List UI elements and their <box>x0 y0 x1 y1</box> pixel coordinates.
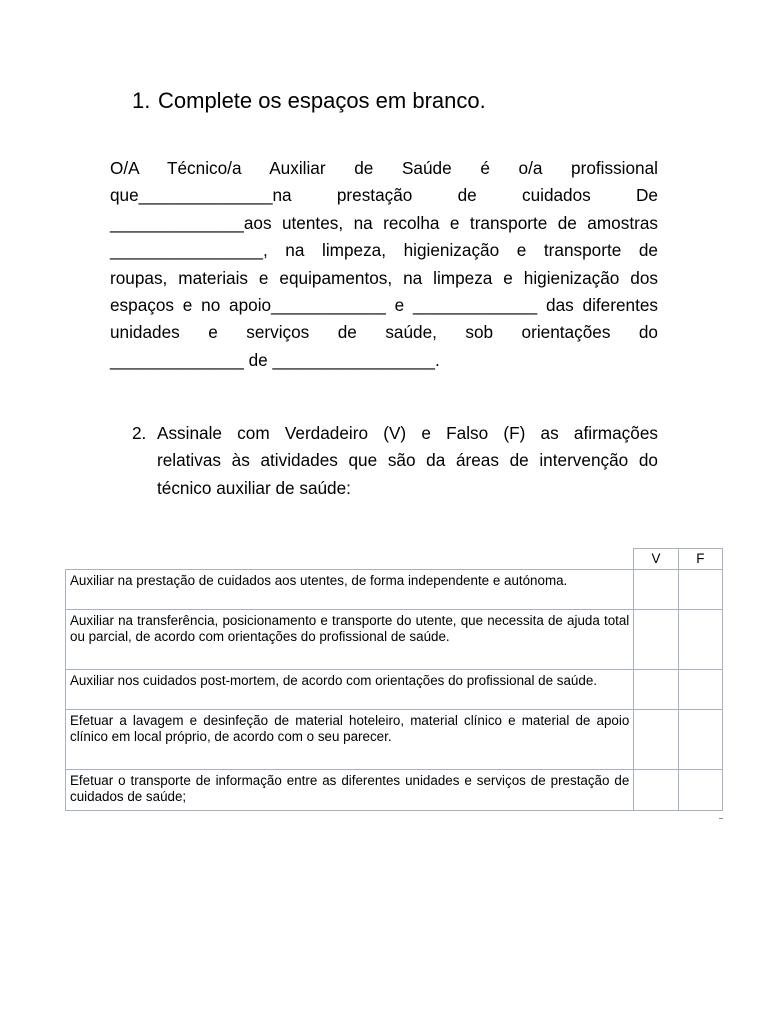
question-2-line: Assinale com Verdadeiro (V) e Falso (F) as afirmações <box>157 423 658 443</box>
paragraph-line: ______________aos utentes, na recolha e transporte de amostras <box>110 212 658 233</box>
table-header-spacer <box>66 549 634 570</box>
statement-cell: Auxiliar nos cuidados post-mortem, de acordo com orientações do profissional de saúde. <box>66 670 634 710</box>
question-2-line: relativas às atividades que são da áreas de intervenção do <box>157 450 658 471</box>
table-row <box>66 570 723 610</box>
statement-cell: Efetuar a lavagem e desinfeção de material hoteleiro, material clínico e material de apoio clínico em local próprio, de acordo com o seu parecer. <box>66 710 634 770</box>
question-2-line: técnico auxiliar de saúde: <box>157 477 351 498</box>
question-1-title: Complete os espaços em branco. <box>158 88 486 113</box>
statement-cell: Auxiliar na prestação de cuidados aos utentes, de forma independente e autónoma. <box>66 570 634 610</box>
table-row <box>66 610 723 670</box>
question-1-heading <box>132 88 486 114</box>
answer-cell-f[interactable] <box>678 670 722 710</box>
table-row <box>66 770 723 811</box>
question-2-number: 2. <box>132 423 147 443</box>
table-header-row <box>66 549 723 570</box>
answer-cell-f[interactable] <box>678 570 722 610</box>
paragraph-line: O/A Técnico/a Auxiliar de Saúde é o/a profissional <box>110 158 658 178</box>
table-row <box>66 670 723 710</box>
paragraph-line: que______________na prestação de cuidados De <box>110 185 658 206</box>
paragraph-line: roupas, materiais e equipamentos, na limpeza e higienização dos <box>110 267 658 288</box>
column-header-f: F <box>678 549 722 570</box>
column-header-v: V <box>634 549 678 570</box>
statement-cell: Efetuar o transporte de informação entre as diferentes unidades e serviços de prestação de cuidados de saúde; <box>66 770 634 811</box>
answer-cell-f[interactable] <box>678 710 722 770</box>
table-row <box>66 710 723 770</box>
paragraph-line: espaços e no apoio____________ e _____________ das diferentes <box>110 294 658 315</box>
paragraph-line: ______________ de _________________. <box>110 349 440 370</box>
statement-cell: Auxiliar na transferência, posicionamento e transporte do utente, que necessita de ajuda total ou parcial, de acordo com orientações do profissional de saúde. <box>66 610 634 670</box>
true-false-table <box>65 548 723 811</box>
question-2-text <box>157 420 658 502</box>
paragraph-line: ________________, na limpeza, higienização e transporte de <box>110 240 658 261</box>
answer-cell-v[interactable] <box>634 710 678 770</box>
answer-cell-v[interactable] <box>634 610 678 670</box>
table-anchor-mark <box>719 818 723 819</box>
answer-cell-v[interactable] <box>634 570 678 610</box>
paragraph-line: unidades e serviços de saúde, sob orientações do <box>110 322 658 343</box>
answer-cell-f[interactable] <box>678 610 722 670</box>
answer-cell-v[interactable] <box>634 670 678 710</box>
question-2 <box>132 420 658 502</box>
question-1-number: 1. <box>132 88 151 113</box>
answer-cell-v[interactable] <box>634 770 678 811</box>
question-1-paragraph <box>110 155 658 374</box>
answer-cell-f[interactable] <box>678 770 722 811</box>
